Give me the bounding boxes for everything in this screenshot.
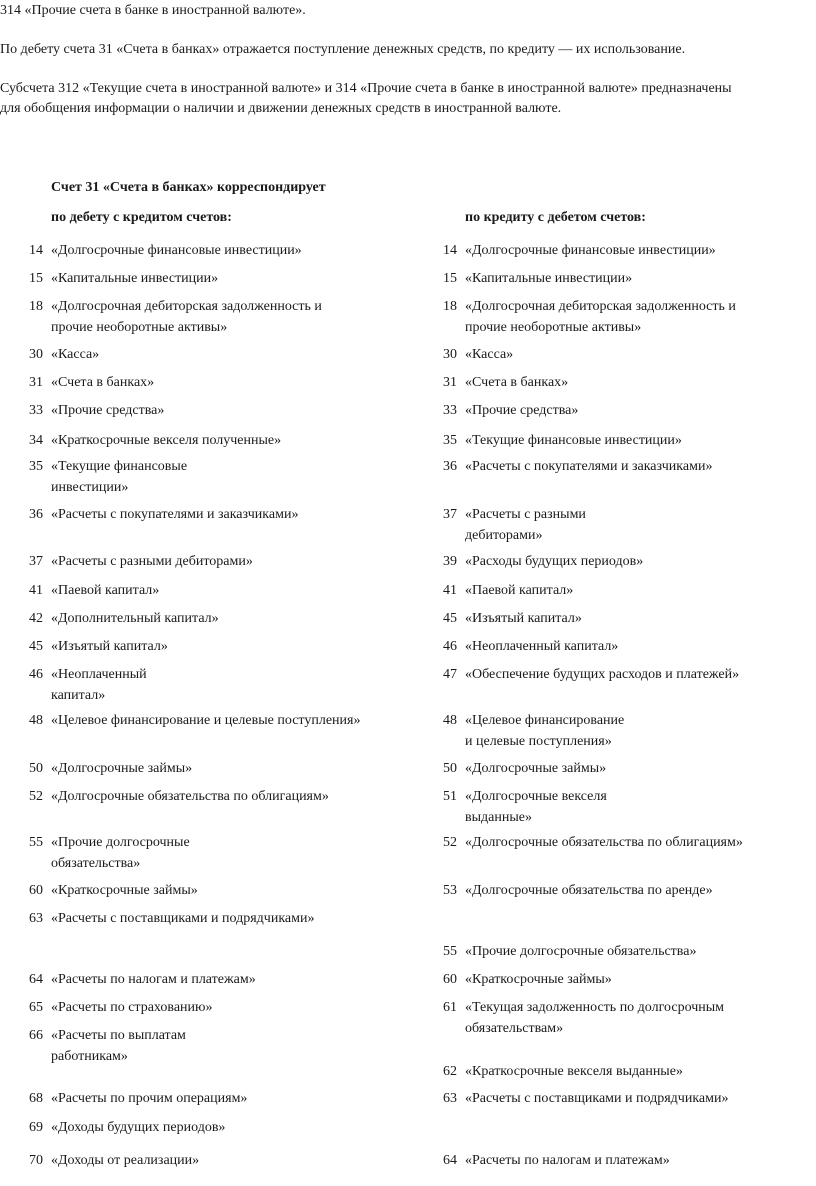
account-number: 14 xyxy=(29,243,43,258)
account-name-line: «Целевое финансирование и целевые поступления» xyxy=(51,713,361,728)
account-name-line: «Неоплаченный капитал» xyxy=(465,639,619,654)
account-name xyxy=(51,456,431,498)
account-name xyxy=(51,786,431,807)
account-number: 60 xyxy=(29,883,43,898)
account-name xyxy=(51,608,431,629)
account-number: 37 xyxy=(29,554,43,569)
account-name-line: выданные» xyxy=(465,810,532,825)
account-name-line: «Долгосрочные финансовые инвестиции» xyxy=(51,243,302,258)
account-name-line: «Счета в банках» xyxy=(465,375,569,390)
account-number: 33 xyxy=(443,403,457,418)
account-name-line: «Счета в банках» xyxy=(51,375,155,390)
account-name-line: «Доходы будущих периодов» xyxy=(51,1120,226,1135)
account-name xyxy=(465,1061,810,1082)
account-name xyxy=(465,758,810,779)
account-name-line: «Расходы будущих периодов» xyxy=(465,554,644,569)
account-name-line: «Капитальные инвестиции» xyxy=(465,271,633,286)
account-name-line: «Расчеты с разными xyxy=(465,507,586,522)
account-number: 53 xyxy=(443,883,457,898)
credit-column-header: по кредиту с дебетом счетов: xyxy=(465,210,646,225)
account-name xyxy=(51,636,431,657)
account-name xyxy=(51,710,431,731)
account-number: 45 xyxy=(29,639,43,654)
account-name-line: «Расчеты по налогам и платежам» xyxy=(51,972,256,987)
account-name xyxy=(51,1025,431,1067)
account-number: 48 xyxy=(443,713,457,728)
section-title: Счет 31 «Счета в банках» корреспондирует xyxy=(51,180,326,195)
account-name xyxy=(465,1088,810,1109)
paragraph-subaccounts-line1: Субсчета 312 «Текущие счета в иностранной валюте» и 314 «Прочие счета в банке в иностранной валюте» предназначены xyxy=(0,81,732,96)
account-name-line: «Целевое финансирование xyxy=(465,713,625,728)
account-name xyxy=(51,372,431,393)
account-number: 62 xyxy=(443,1064,457,1079)
account-name xyxy=(465,941,810,962)
account-number: 36 xyxy=(29,507,43,522)
account-number: 45 xyxy=(443,611,457,626)
account-name xyxy=(51,504,431,525)
account-name xyxy=(465,1150,810,1171)
account-name xyxy=(465,664,810,685)
account-number: 15 xyxy=(443,271,457,286)
account-number: 41 xyxy=(29,583,43,598)
account-name-line: «Доходы от реализации» xyxy=(51,1153,200,1168)
account-number: 18 xyxy=(443,299,457,314)
paragraph-subaccounts-line2: для обобщения информации о наличии и движении денежных средств в иностранной валюте. xyxy=(0,101,562,116)
account-number: 55 xyxy=(29,835,43,850)
account-name-line: «Расчеты с поставщиками и подрядчиками» xyxy=(51,911,315,926)
account-name xyxy=(51,580,431,601)
account-number: 42 xyxy=(29,611,43,626)
account-name-line: «Расчеты с покупателями и заказчиками» xyxy=(51,507,299,522)
account-name-line: прочие необоротные активы» xyxy=(51,320,228,335)
account-number: 61 xyxy=(443,1000,457,1015)
account-name xyxy=(51,664,431,706)
account-name xyxy=(465,997,810,1039)
account-name-line: «Долгосрочная дебиторская задолженность и xyxy=(465,299,736,314)
account-name xyxy=(465,430,810,451)
account-name-line: инвестиции» xyxy=(51,480,129,495)
account-name-line: «Краткосрочные векселя выданные» xyxy=(465,1064,683,1079)
account-name-line: «Текущие финансовые xyxy=(51,459,188,474)
account-number: 50 xyxy=(29,761,43,776)
account-name-line: «Расчеты по налогам и платежам» xyxy=(465,1153,670,1168)
account-name xyxy=(51,296,431,338)
account-name xyxy=(51,1150,431,1171)
account-name xyxy=(465,504,810,546)
account-name xyxy=(465,551,810,572)
account-name-line: «Прочие долгосрочные xyxy=(51,835,190,850)
account-number: 41 xyxy=(443,583,457,598)
account-number: 68 xyxy=(29,1091,43,1106)
account-name xyxy=(465,786,810,828)
account-number: 48 xyxy=(29,713,43,728)
account-number: 65 xyxy=(29,1000,43,1015)
account-name xyxy=(465,880,810,901)
account-name xyxy=(51,430,431,451)
account-name xyxy=(51,1088,431,1109)
account-number: 50 xyxy=(443,761,457,776)
account-name-line: «Паевой капитал» xyxy=(51,583,160,598)
account-name xyxy=(51,1117,431,1138)
account-name-line: «Изъятый капитал» xyxy=(465,611,582,626)
account-number: 70 xyxy=(29,1153,43,1168)
account-name xyxy=(51,758,431,779)
account-number: 52 xyxy=(443,835,457,850)
account-name-line: «Долгосрочные финансовые инвестиции» xyxy=(465,243,716,258)
account-number: 35 xyxy=(443,433,457,448)
account-name-line: «Расчеты с покупателями и заказчиками» xyxy=(465,459,713,474)
account-number: 33 xyxy=(29,403,43,418)
account-number: 14 xyxy=(443,243,457,258)
account-name-line: «Расчеты с разными дебиторами» xyxy=(51,554,253,569)
account-number: 37 xyxy=(443,507,457,522)
account-name-line: «Расчеты по страхованию» xyxy=(51,1000,213,1015)
account-number: 66 xyxy=(29,1028,43,1043)
account-name xyxy=(51,908,431,929)
account-name-line: «Расчеты по выплатам xyxy=(51,1028,186,1043)
account-name-line: «Изъятый капитал» xyxy=(51,639,168,654)
account-name-line: «Расчеты с поставщиками и подрядчиками» xyxy=(465,1091,729,1106)
account-name-line: капитал» xyxy=(51,688,106,703)
account-name-line: обязательствам» xyxy=(465,1021,564,1036)
account-name-line: «Краткосрочные векселя полученные» xyxy=(51,433,282,448)
account-name xyxy=(465,710,810,752)
account-name-line: «Обеспечение будущих расходов и платежей» xyxy=(465,667,740,682)
account-number: 64 xyxy=(29,972,43,987)
account-name-line: работникам» xyxy=(51,1049,128,1064)
account-name-line: «Краткосрочные займы» xyxy=(465,972,612,987)
account-name xyxy=(51,268,431,289)
account-name-line: «Касса» xyxy=(465,347,514,362)
account-number: 51 xyxy=(443,789,457,804)
account-number: 64 xyxy=(443,1153,457,1168)
account-name-line: прочие необоротные активы» xyxy=(465,320,642,335)
account-name xyxy=(465,636,810,657)
account-number: 69 xyxy=(29,1120,43,1135)
account-name-line: «Капитальные инвестиции» xyxy=(51,271,219,286)
account-number: 18 xyxy=(29,299,43,314)
account-name xyxy=(465,344,810,365)
account-number: 36 xyxy=(443,459,457,474)
account-name-line: «Текущие финансовые инвестиции» xyxy=(465,433,682,448)
account-number: 47 xyxy=(443,667,457,682)
account-number: 39 xyxy=(443,554,457,569)
account-name xyxy=(51,997,431,1018)
account-name xyxy=(465,832,810,853)
account-name xyxy=(465,296,810,338)
account-number: 63 xyxy=(443,1091,457,1106)
account-number: 46 xyxy=(443,639,457,654)
account-name-line: «Прочие средства» xyxy=(51,403,165,418)
account-name xyxy=(51,344,431,365)
debit-column-header: по дебету с кредитом счетов: xyxy=(51,210,232,225)
account-number: 55 xyxy=(443,944,457,959)
paragraph-debit-credit: По дебету счета 31 «Счета в банках» отражается поступление денежных средств, по кредиту — их использование. xyxy=(0,42,686,57)
account-name-line: «Текущая задолженность по долгосрочным xyxy=(465,1000,724,1015)
account-name xyxy=(465,372,810,393)
account-number: 30 xyxy=(443,347,457,362)
account-name-line: «Долгосрочная дебиторская задолженность и xyxy=(51,299,322,314)
account-name xyxy=(51,969,431,990)
account-number: 52 xyxy=(29,789,43,804)
account-name xyxy=(51,880,431,901)
account-name xyxy=(51,832,431,874)
account-name-line: обязательства» xyxy=(51,856,141,871)
account-name xyxy=(465,240,810,261)
header-line: 314 «Прочие счета в банке в иностранной валюте». xyxy=(0,3,306,18)
account-name-line: «Долгосрочные займы» xyxy=(51,761,193,776)
account-name-line: «Расчеты по прочим операциям» xyxy=(51,1091,248,1106)
account-number: 31 xyxy=(443,375,457,390)
account-number: 46 xyxy=(29,667,43,682)
account-name xyxy=(465,268,810,289)
account-number: 60 xyxy=(443,972,457,987)
account-name-line: «Долгосрочные займы» xyxy=(465,761,607,776)
account-name xyxy=(51,551,431,572)
account-name-line: дебиторами» xyxy=(465,528,543,543)
account-name xyxy=(465,580,810,601)
account-name-line: «Дополнительный капитал» xyxy=(51,611,219,626)
account-number: 35 xyxy=(29,459,43,474)
account-name xyxy=(465,456,810,477)
account-name-line: «Долгосрочные обязательства по облигациям» xyxy=(51,789,329,804)
account-name-line: «Неоплаченный xyxy=(51,667,147,682)
account-name-line: «Долгосрочные обязательства по аренде» xyxy=(465,883,713,898)
account-name xyxy=(465,969,810,990)
account-name xyxy=(51,240,431,261)
account-name xyxy=(465,400,810,421)
account-number: 31 xyxy=(29,375,43,390)
account-name-line: «Краткосрочные займы» xyxy=(51,883,198,898)
account-name-line: «Прочие долгосрочные обязательства» xyxy=(465,944,697,959)
account-name-line: «Касса» xyxy=(51,347,100,362)
account-name-line: и целевые поступления» xyxy=(465,734,612,749)
account-name-line: «Долгосрочные обязательства по облигациям» xyxy=(465,835,743,850)
account-name xyxy=(51,400,431,421)
account-name-line: «Долгосрочные векселя xyxy=(465,789,607,804)
account-number: 34 xyxy=(29,433,43,448)
account-name-line: «Паевой капитал» xyxy=(465,583,574,598)
account-number: 15 xyxy=(29,271,43,286)
account-number: 63 xyxy=(29,911,43,926)
account-name-line: «Прочие средства» xyxy=(465,403,579,418)
account-name xyxy=(465,608,810,629)
account-number: 30 xyxy=(29,347,43,362)
